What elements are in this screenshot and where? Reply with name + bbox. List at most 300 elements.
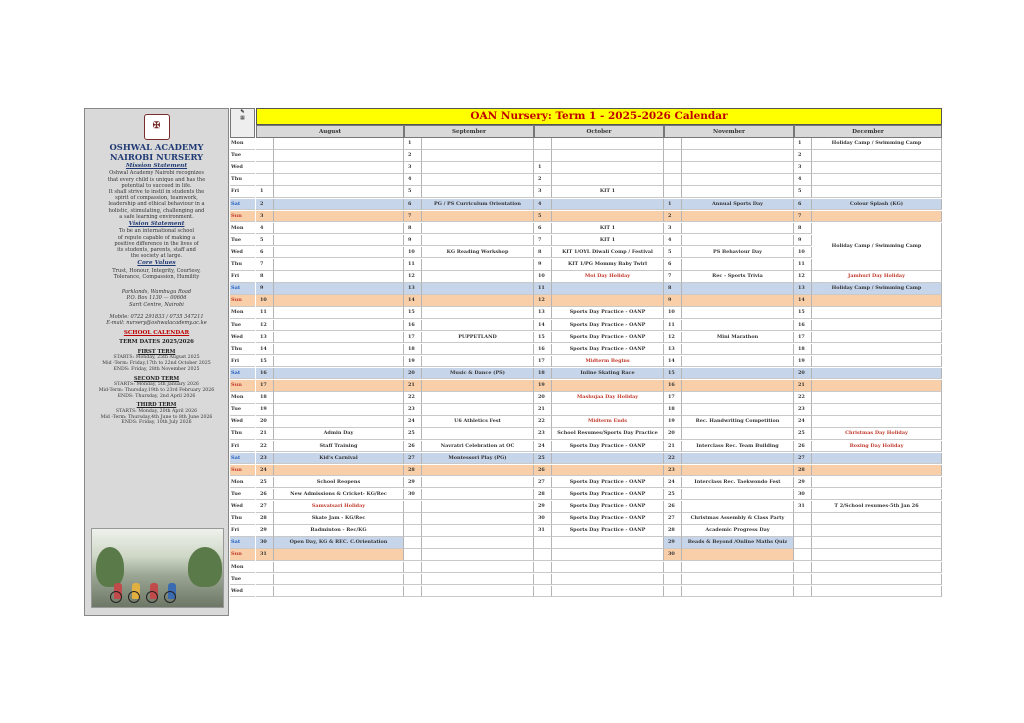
date-number <box>404 513 422 525</box>
weekday-label: Tue <box>230 320 255 332</box>
weekday-label: Sat <box>230 453 255 465</box>
school-info-sidebar <box>84 108 229 616</box>
date-number: 16 <box>404 320 422 332</box>
event-cell: Open Day, KG & REC. C.Orientation <box>274 537 404 549</box>
weekday-label: Sun <box>230 295 255 307</box>
event-cell <box>552 574 664 586</box>
event-cell <box>812 186 942 198</box>
calendar-title: OAN Nursery: Term 1 - 2025-2026 Calendar <box>256 108 942 125</box>
event-cell <box>552 162 664 174</box>
date-number: 22 <box>794 392 812 404</box>
date-number: 31 <box>794 501 812 513</box>
event-cell: Skate Jam - KG/Rec <box>274 513 404 525</box>
date-number: 29 <box>404 477 422 489</box>
date-number: 7 <box>534 235 552 247</box>
event-cell: Boxing Day Holiday <box>812 441 942 453</box>
date-number: 29 <box>794 477 812 489</box>
date-number: 2 <box>794 150 812 162</box>
weekday-label: Mon <box>230 307 255 319</box>
event-cell <box>422 186 534 198</box>
weekday-label: Tue <box>230 235 255 247</box>
weekday-label: Sun <box>230 549 255 561</box>
date-number: 2 <box>404 150 422 162</box>
event-cell: Jamhuri Day Holiday <box>812 271 942 283</box>
event-cell: T 2/School resumes-5th Jan 26 <box>812 501 942 513</box>
date-number: 2 <box>664 211 682 223</box>
date-number: 29 <box>534 501 552 513</box>
date-number: 28 <box>534 489 552 501</box>
date-number: 7 <box>404 211 422 223</box>
event-cell <box>422 537 534 549</box>
event-cell <box>682 223 794 235</box>
event-cell <box>552 404 664 416</box>
event-cell <box>422 223 534 235</box>
date-number: 17 <box>404 332 422 344</box>
event-cell <box>274 404 404 416</box>
date-number: 22 <box>534 416 552 428</box>
event-cell <box>422 271 534 283</box>
date-number: 30 <box>256 537 274 549</box>
date-number: 17 <box>794 332 812 344</box>
date-number <box>534 549 552 561</box>
date-number: 2 <box>256 199 274 211</box>
date-number: 25 <box>534 453 552 465</box>
calendar-sheet <box>84 108 942 616</box>
event-cell <box>274 465 404 477</box>
event-cell <box>422 574 534 586</box>
event-cell <box>682 465 794 477</box>
school-calendar-heading: SCHOOL CALENDAR <box>123 330 190 337</box>
date-number: 3 <box>534 186 552 198</box>
weekday-label: Mon <box>230 138 255 150</box>
event-cell <box>552 562 664 574</box>
event-cell <box>274 549 404 561</box>
date-number <box>256 150 274 162</box>
date-number <box>534 586 552 598</box>
date-number: 20 <box>534 392 552 404</box>
date-number: 18 <box>534 368 552 380</box>
event-cell: PG / PS Curriculum Orientation <box>422 199 534 211</box>
event-cell <box>274 162 404 174</box>
event-cell <box>422 235 534 247</box>
event-cell <box>274 223 404 235</box>
weekday-label: Wed <box>230 332 255 344</box>
values-heading: Core Values <box>137 260 176 267</box>
date-number <box>404 525 422 537</box>
event-cell <box>682 392 794 404</box>
date-number: 24 <box>404 416 422 428</box>
date-number: 19 <box>664 416 682 428</box>
date-number: 17 <box>534 356 552 368</box>
event-cell <box>812 174 942 186</box>
event-cell: KIT 1 <box>552 186 664 198</box>
date-number: 4 <box>664 235 682 247</box>
event-cell <box>552 138 664 150</box>
date-number: 27 <box>256 501 274 513</box>
date-number: 20 <box>256 416 274 428</box>
vision-text: To be an international school of repute capable of making a positive difference in the lives of its students, parents, staff and the society at large. <box>114 228 199 260</box>
date-number <box>404 537 422 549</box>
date-number: 19 <box>256 404 274 416</box>
event-cell: Beads & Beyond /Online Maths Quiz <box>682 537 794 549</box>
date-number: 18 <box>794 344 812 356</box>
event-cell <box>422 380 534 392</box>
weekday-label: Sun <box>230 380 255 392</box>
weekday-label: Fri <box>230 441 255 453</box>
date-number: 15 <box>256 356 274 368</box>
event-cell: Interclass Rec. Team Building <box>682 441 794 453</box>
date-number: 23 <box>256 453 274 465</box>
date-number <box>256 586 274 598</box>
date-number: 12 <box>794 271 812 283</box>
event-cell <box>682 174 794 186</box>
date-number: 9 <box>534 259 552 271</box>
weekday-label: Tue <box>230 150 255 162</box>
event-cell <box>812 344 942 356</box>
event-cell <box>812 586 942 598</box>
event-cell <box>812 380 942 392</box>
date-number: 6 <box>256 247 274 259</box>
event-cell <box>682 574 794 586</box>
date-number <box>664 150 682 162</box>
event-cell <box>812 453 942 465</box>
event-cell <box>422 513 534 525</box>
date-number: 6 <box>534 223 552 235</box>
date-number: 4 <box>256 223 274 235</box>
date-number: 5 <box>404 186 422 198</box>
event-cell <box>274 150 404 162</box>
event-cell <box>274 562 404 574</box>
date-number <box>664 586 682 598</box>
event-cell <box>552 211 664 223</box>
date-number: 11 <box>404 259 422 271</box>
event-cell: Rec. Handwriting Competition <box>682 416 794 428</box>
event-cell <box>812 562 942 574</box>
event-cell: U6 Athletics Fest <box>422 416 534 428</box>
event-cell <box>422 211 534 223</box>
date-number: 21 <box>664 441 682 453</box>
event-cell <box>422 404 534 416</box>
date-number: 25 <box>664 489 682 501</box>
event-cell: Sports Day Practice - OANP <box>552 441 664 453</box>
date-number <box>404 549 422 561</box>
date-number: 19 <box>534 380 552 392</box>
event-cell <box>552 453 664 465</box>
event-cell <box>812 368 942 380</box>
children-cycling-photo <box>91 528 224 608</box>
event-cell: Annual Sports Day <box>682 199 794 211</box>
weekday-label: Tue <box>230 404 255 416</box>
event-cell <box>682 211 794 223</box>
date-number: 16 <box>256 368 274 380</box>
date-number: 13 <box>256 332 274 344</box>
event-cell: Mashujaa Day Holiday <box>552 392 664 404</box>
event-cell <box>682 138 794 150</box>
event-cell <box>422 174 534 186</box>
event-cell <box>812 392 942 404</box>
weekday-label: Sat <box>230 199 255 211</box>
date-number: 8 <box>256 271 274 283</box>
weekday-label: Thu <box>230 513 255 525</box>
event-cell <box>274 174 404 186</box>
date-number <box>664 562 682 574</box>
date-number: 31 <box>256 549 274 561</box>
event-cell: Navratri Celebration at OC <box>422 441 534 453</box>
date-number: 21 <box>794 380 812 392</box>
date-number: 9 <box>256 283 274 295</box>
event-cell <box>682 368 794 380</box>
date-number: 21 <box>534 404 552 416</box>
weekday-label: Sat <box>230 368 255 380</box>
event-cell: KIT 1/PG Mommy Baby Twirl <box>552 259 664 271</box>
date-number: 10 <box>404 247 422 259</box>
event-cell <box>682 356 794 368</box>
weekday-label: Wed <box>230 501 255 513</box>
event-cell <box>552 295 664 307</box>
date-number: 29 <box>664 537 682 549</box>
event-cell <box>274 416 404 428</box>
event-cell <box>682 150 794 162</box>
date-number: 28 <box>404 465 422 477</box>
event-cell: Samvatsari Holiday <box>274 501 404 513</box>
event-cell <box>812 307 942 319</box>
date-number: 5 <box>534 211 552 223</box>
date-number: 30 <box>534 513 552 525</box>
weekday-label: Wed <box>230 416 255 428</box>
event-cell: KG Reading Workshop <box>422 247 534 259</box>
event-cell <box>812 537 942 549</box>
event-cell: Holiday Camp / Swimming Camp <box>812 138 942 150</box>
date-number: 28 <box>664 525 682 537</box>
school-crest-logo: ✠ <box>144 114 170 140</box>
date-number: 26 <box>794 441 812 453</box>
date-number <box>664 574 682 586</box>
date-number: 20 <box>794 368 812 380</box>
event-cell: Rec - Sports Trivia <box>682 271 794 283</box>
date-number: 22 <box>664 453 682 465</box>
date-number: 8 <box>794 223 812 235</box>
event-cell <box>422 477 534 489</box>
event-cell <box>682 344 794 356</box>
term-second: SECOND TERM STARTS: Monday, 5th January 2026 Mid-Term: Thursday,19th to 23rd February 2026 ENDS: Thursday, 2nd April 2026 <box>98 375 215 399</box>
date-number <box>534 537 552 549</box>
date-number: 8 <box>534 247 552 259</box>
event-cell <box>552 380 664 392</box>
date-number <box>404 562 422 574</box>
date-number: 27 <box>534 477 552 489</box>
event-cell <box>422 320 534 332</box>
date-number: 14 <box>534 320 552 332</box>
event-cell <box>682 380 794 392</box>
date-number: 6 <box>664 259 682 271</box>
event-cell: Sports Day Practice - OANP <box>552 344 664 356</box>
event-cell <box>682 489 794 501</box>
date-number: 1 <box>256 186 274 198</box>
event-cell: Midterm Begins <box>552 356 664 368</box>
event-cell <box>812 465 942 477</box>
event-cell: PUPPETLAND <box>422 332 534 344</box>
event-cell <box>274 392 404 404</box>
event-cell <box>812 162 942 174</box>
date-number: 26 <box>256 489 274 501</box>
date-number: 16 <box>534 344 552 356</box>
event-cell: Staff Training <box>274 441 404 453</box>
event-cell <box>682 549 794 561</box>
event-cell <box>422 295 534 307</box>
date-number: 14 <box>256 344 274 356</box>
event-cell <box>274 271 404 283</box>
date-number <box>534 562 552 574</box>
event-cell <box>682 307 794 319</box>
date-number: 25 <box>794 428 812 440</box>
date-number <box>256 574 274 586</box>
weekday-label: Thu <box>230 344 255 356</box>
month-header: September <box>404 125 534 138</box>
event-cell <box>274 235 404 247</box>
event-cell <box>422 586 534 598</box>
date-number: 13 <box>664 344 682 356</box>
date-number: 23 <box>404 404 422 416</box>
date-number: 11 <box>664 320 682 332</box>
event-cell <box>812 295 942 307</box>
mission-heading: Mission Statement <box>125 163 188 169</box>
weekday-label: Thu <box>230 259 255 271</box>
event-cell <box>274 138 404 150</box>
weekday-label: Wed <box>230 247 255 259</box>
date-number: 24 <box>256 465 274 477</box>
event-cell <box>682 428 794 440</box>
term-dates-heading: TERM DATES 2025/2026 <box>119 339 194 346</box>
event-cell <box>274 320 404 332</box>
month-header: August <box>256 125 404 138</box>
event-cell: Christmas Assembly & Class Party <box>682 513 794 525</box>
event-cell: Sports Day Practice - OANP <box>552 489 664 501</box>
school-name-line1: OSHWAL ACADEMY <box>109 142 204 152</box>
date-number: 27 <box>404 453 422 465</box>
event-cell: Sports Day Practice - OANP <box>552 525 664 537</box>
date-number: 30 <box>404 489 422 501</box>
date-number: 5 <box>794 186 812 198</box>
date-number: 3 <box>256 211 274 223</box>
date-number: 21 <box>256 428 274 440</box>
event-cell <box>422 138 534 150</box>
event-cell <box>274 199 404 211</box>
date-number: 3 <box>794 162 812 174</box>
event-cell <box>274 186 404 198</box>
event-cell <box>812 150 942 162</box>
event-cell <box>682 235 794 247</box>
date-number <box>256 138 274 150</box>
date-number <box>794 525 812 537</box>
date-number: 18 <box>256 392 274 404</box>
event-cell <box>682 453 794 465</box>
event-cell <box>812 416 942 428</box>
weekday-label: Mon <box>230 562 255 574</box>
date-number <box>534 150 552 162</box>
event-cell: Interclass Rec. Taekwondo Fest <box>682 477 794 489</box>
event-cell: New Admissions & Cricket- KG/Rec <box>274 489 404 501</box>
weekday-label: Mon <box>230 392 255 404</box>
date-number: 9 <box>404 235 422 247</box>
date-number: 14 <box>404 295 422 307</box>
event-cell <box>812 549 942 561</box>
event-cell <box>274 211 404 223</box>
event-cell <box>812 574 942 586</box>
date-number: 20 <box>664 428 682 440</box>
date-number: 19 <box>794 356 812 368</box>
event-cell <box>422 162 534 174</box>
date-number <box>794 537 812 549</box>
weekday-label: Sat <box>230 537 255 549</box>
weekday-label: Fri <box>230 271 255 283</box>
date-number: 1 <box>404 138 422 150</box>
event-cell: Mini Marathon <box>682 332 794 344</box>
event-cell: School Reopens <box>274 477 404 489</box>
event-cell <box>682 404 794 416</box>
date-number: 16 <box>794 320 812 332</box>
date-number: 6 <box>404 199 422 211</box>
date-number <box>404 574 422 586</box>
date-number: 18 <box>404 344 422 356</box>
date-number: 22 <box>256 441 274 453</box>
event-cell <box>552 537 664 549</box>
month-header: October <box>534 125 664 138</box>
date-number: 11 <box>794 259 812 271</box>
date-number: 14 <box>794 295 812 307</box>
weekday-label: Fri <box>230 356 255 368</box>
date-number: 15 <box>404 307 422 319</box>
event-cell <box>274 344 404 356</box>
date-number: 10 <box>256 295 274 307</box>
vision-heading: Vision Statement <box>128 221 185 228</box>
date-number: 15 <box>794 307 812 319</box>
contact-info: Mobile: 0722 291833 / 0735 347211 E-mail: nursery@oshwalacademy.ac.ke <box>106 313 207 327</box>
event-cell <box>682 186 794 198</box>
weekday-label: Mon <box>230 477 255 489</box>
event-cell <box>274 259 404 271</box>
date-number <box>664 138 682 150</box>
event-cell <box>812 489 942 501</box>
date-number <box>794 574 812 586</box>
event-cell <box>682 259 794 271</box>
date-number: 24 <box>664 477 682 489</box>
event-cell <box>274 586 404 598</box>
date-number: 16 <box>664 380 682 392</box>
date-number: 19 <box>404 356 422 368</box>
event-cell <box>274 247 404 259</box>
event-cell <box>274 380 404 392</box>
date-number: 11 <box>534 283 552 295</box>
weekday-label: Sun <box>230 465 255 477</box>
event-cell <box>812 356 942 368</box>
date-number: 12 <box>664 332 682 344</box>
event-cell <box>422 356 534 368</box>
date-number: 29 <box>256 525 274 537</box>
event-cell <box>552 150 664 162</box>
date-number: 26 <box>404 441 422 453</box>
event-cell: KIT 1 <box>552 223 664 235</box>
event-cell: Kid's Carnival <box>274 453 404 465</box>
event-cell <box>682 586 794 598</box>
event-cell <box>274 307 404 319</box>
weekday-label: Thu <box>230 174 255 186</box>
weekday-label: Fri <box>230 186 255 198</box>
weekday-label: Thu <box>230 428 255 440</box>
event-cell: Badminton - Rec/KG <box>274 525 404 537</box>
event-cell <box>274 295 404 307</box>
weekday-label: Tue <box>230 574 255 586</box>
event-cell: KIT 1/OYL Diwali Comp / Festival <box>552 247 664 259</box>
